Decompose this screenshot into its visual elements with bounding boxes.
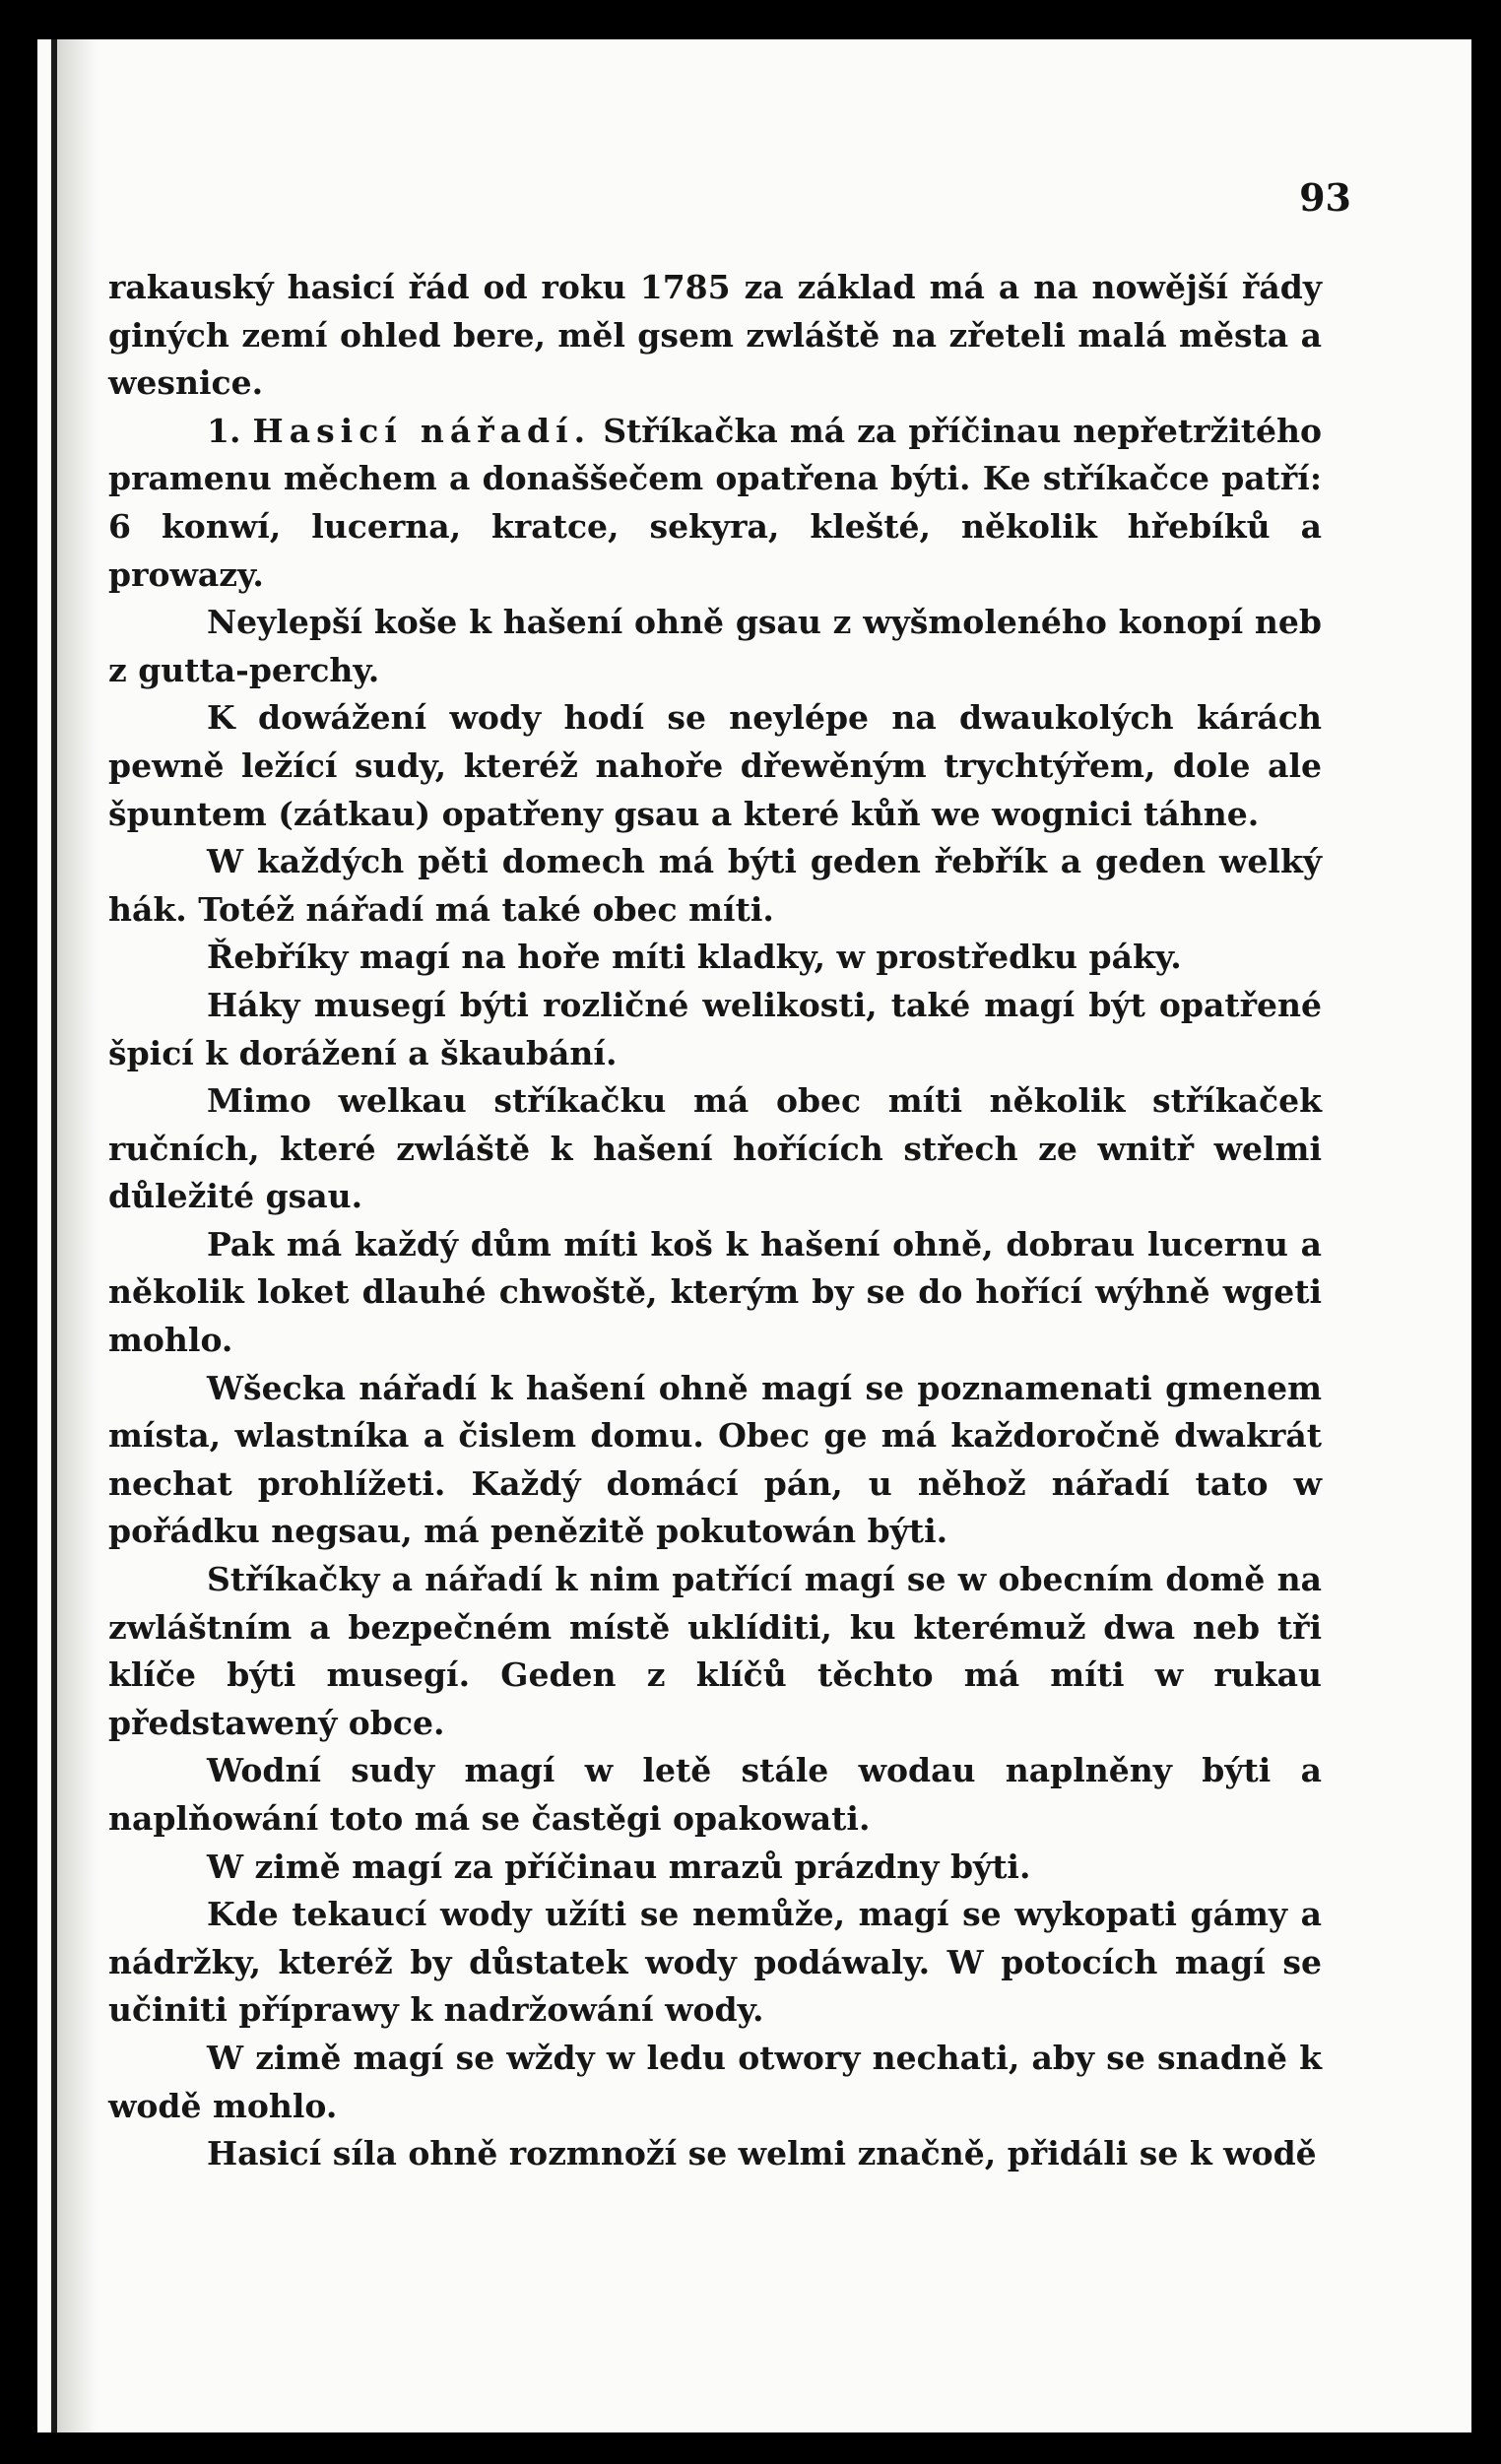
paragraph-text: Neylepší koše k hašení ohně gsau z wyšmoleného konopí neb z gutta-perchy. <box>108 603 1322 689</box>
paragraph-text: Wodní sudy magí w letě stále wodau naplněny býti a naplňowání toto má se častěgi opakowati. <box>108 1751 1322 1838</box>
paragraph <box>108 2035 1322 2130</box>
paragraph-text: Kde tekaucí wody užíti se nemůže, magí se wykopati gámy a nádržky, kteréž by důstatek wody podáwaly. W potocích magí se učiniti příprawy k nadržowání wody. <box>108 1895 1322 2030</box>
paragraph-text: Pak má každý dům míti koš k hašení ohně, dobrau lucernu a několik loket dlauhé chwoště, kterým by se do hořící wýhně wgeti mohlo. <box>108 1224 1322 1360</box>
paragraph <box>108 264 1322 408</box>
paragraph-text: W zimě magí za příčinau mrazů prázdny býti. <box>207 1847 1031 1886</box>
paragraph <box>108 1844 1322 1892</box>
paragraph <box>108 1556 1322 1747</box>
section-number: 1. <box>207 411 241 450</box>
section-heading: Hasicí nářadí. <box>252 411 592 450</box>
paragraph <box>108 599 1322 694</box>
paragraph-text: Hasicí síla ohně rozmnoží se welmi značně, přidáli se k wodě <box>207 2134 1317 2173</box>
paragraph <box>108 838 1322 934</box>
page-gutter-shadow <box>57 39 97 2432</box>
paragraph <box>108 1747 1322 1843</box>
paragraph-text: Stříkačka má za příčinau nepřetržitého pramenu měchem a donaššečem opatřena býti. Ke stříkačce patří: 6 konwí, lucerna, kratce, sekyra, klešté, několik hřebíků a prowazy. <box>108 411 1322 594</box>
paragraph-text: W zimě magí se wždy w ledu otwory nechati, aby se snadně k wodě mohlo. <box>108 2038 1322 2125</box>
paragraph-text: Stříkačky a nářadí k nim patřící magí se w obecním domě na zwláštním a bezpečném místě uklíditi, ku kterémuž dwa neb tři klíče býti musegí. Geden z klíčů těchto má míti w rukau předstawený obce. <box>108 1560 1322 1742</box>
paragraph <box>108 2130 1322 2178</box>
book-page <box>37 39 1471 2432</box>
paragraph <box>108 1077 1322 1221</box>
paragraph <box>108 694 1322 838</box>
body-text <box>108 264 1322 2178</box>
paragraph-text: K dowážení wody hodí se neylépe na dwaukolých kárách pewně ležící sudy, kteréž nahoře dřewěným trychtýřem, dole ale špuntem (zátkau) opatřeny gsau a které kůň we wognici táhne. <box>108 698 1322 833</box>
paragraph-text: rakauský hasicí řád od roku 1785 za základ má a na nowější řády giných zemí ohled bere, měl gsem zwláště na zřeteli malá města a wesnice. <box>108 268 1322 403</box>
paragraph <box>108 1365 1322 1556</box>
paragraph <box>108 982 1322 1077</box>
paragraph-text: Háky musegí býti rozličné welikosti, také magí být opatřené špicí k dorážení a škaubání. <box>108 985 1322 1072</box>
section-paragraph <box>108 408 1322 599</box>
paragraph-text: Wšecka nářadí k hašení ohně magí se poznamenati gmenem místa, wlastníka a čislem domu. Obec ge má každoročně dwakrát nechat prohlížeti. Každý domácí pán, u něhož nářadí tato w pořádku negsau, má penězitě pokutowán býti. <box>108 1368 1322 1551</box>
paragraph <box>108 1221 1322 1365</box>
paragraph-text: Řebříky magí na hoře míti kladky, w prostředku páky. <box>207 938 1182 977</box>
paragraph-text: Mimo welkau stříkačku má obec míti několik stříkaček ručních, které zwláště k hašení hořících střech ze wnitř welmi důležité gsau. <box>108 1081 1322 1216</box>
paragraph <box>108 1891 1322 2035</box>
page-number: 93 <box>1299 175 1351 220</box>
paragraph <box>108 934 1322 982</box>
paragraph-text: W každých pěti domech má býti geden řebřík a geden welký hák. Totéž nářadí má také obec míti. <box>108 842 1322 929</box>
